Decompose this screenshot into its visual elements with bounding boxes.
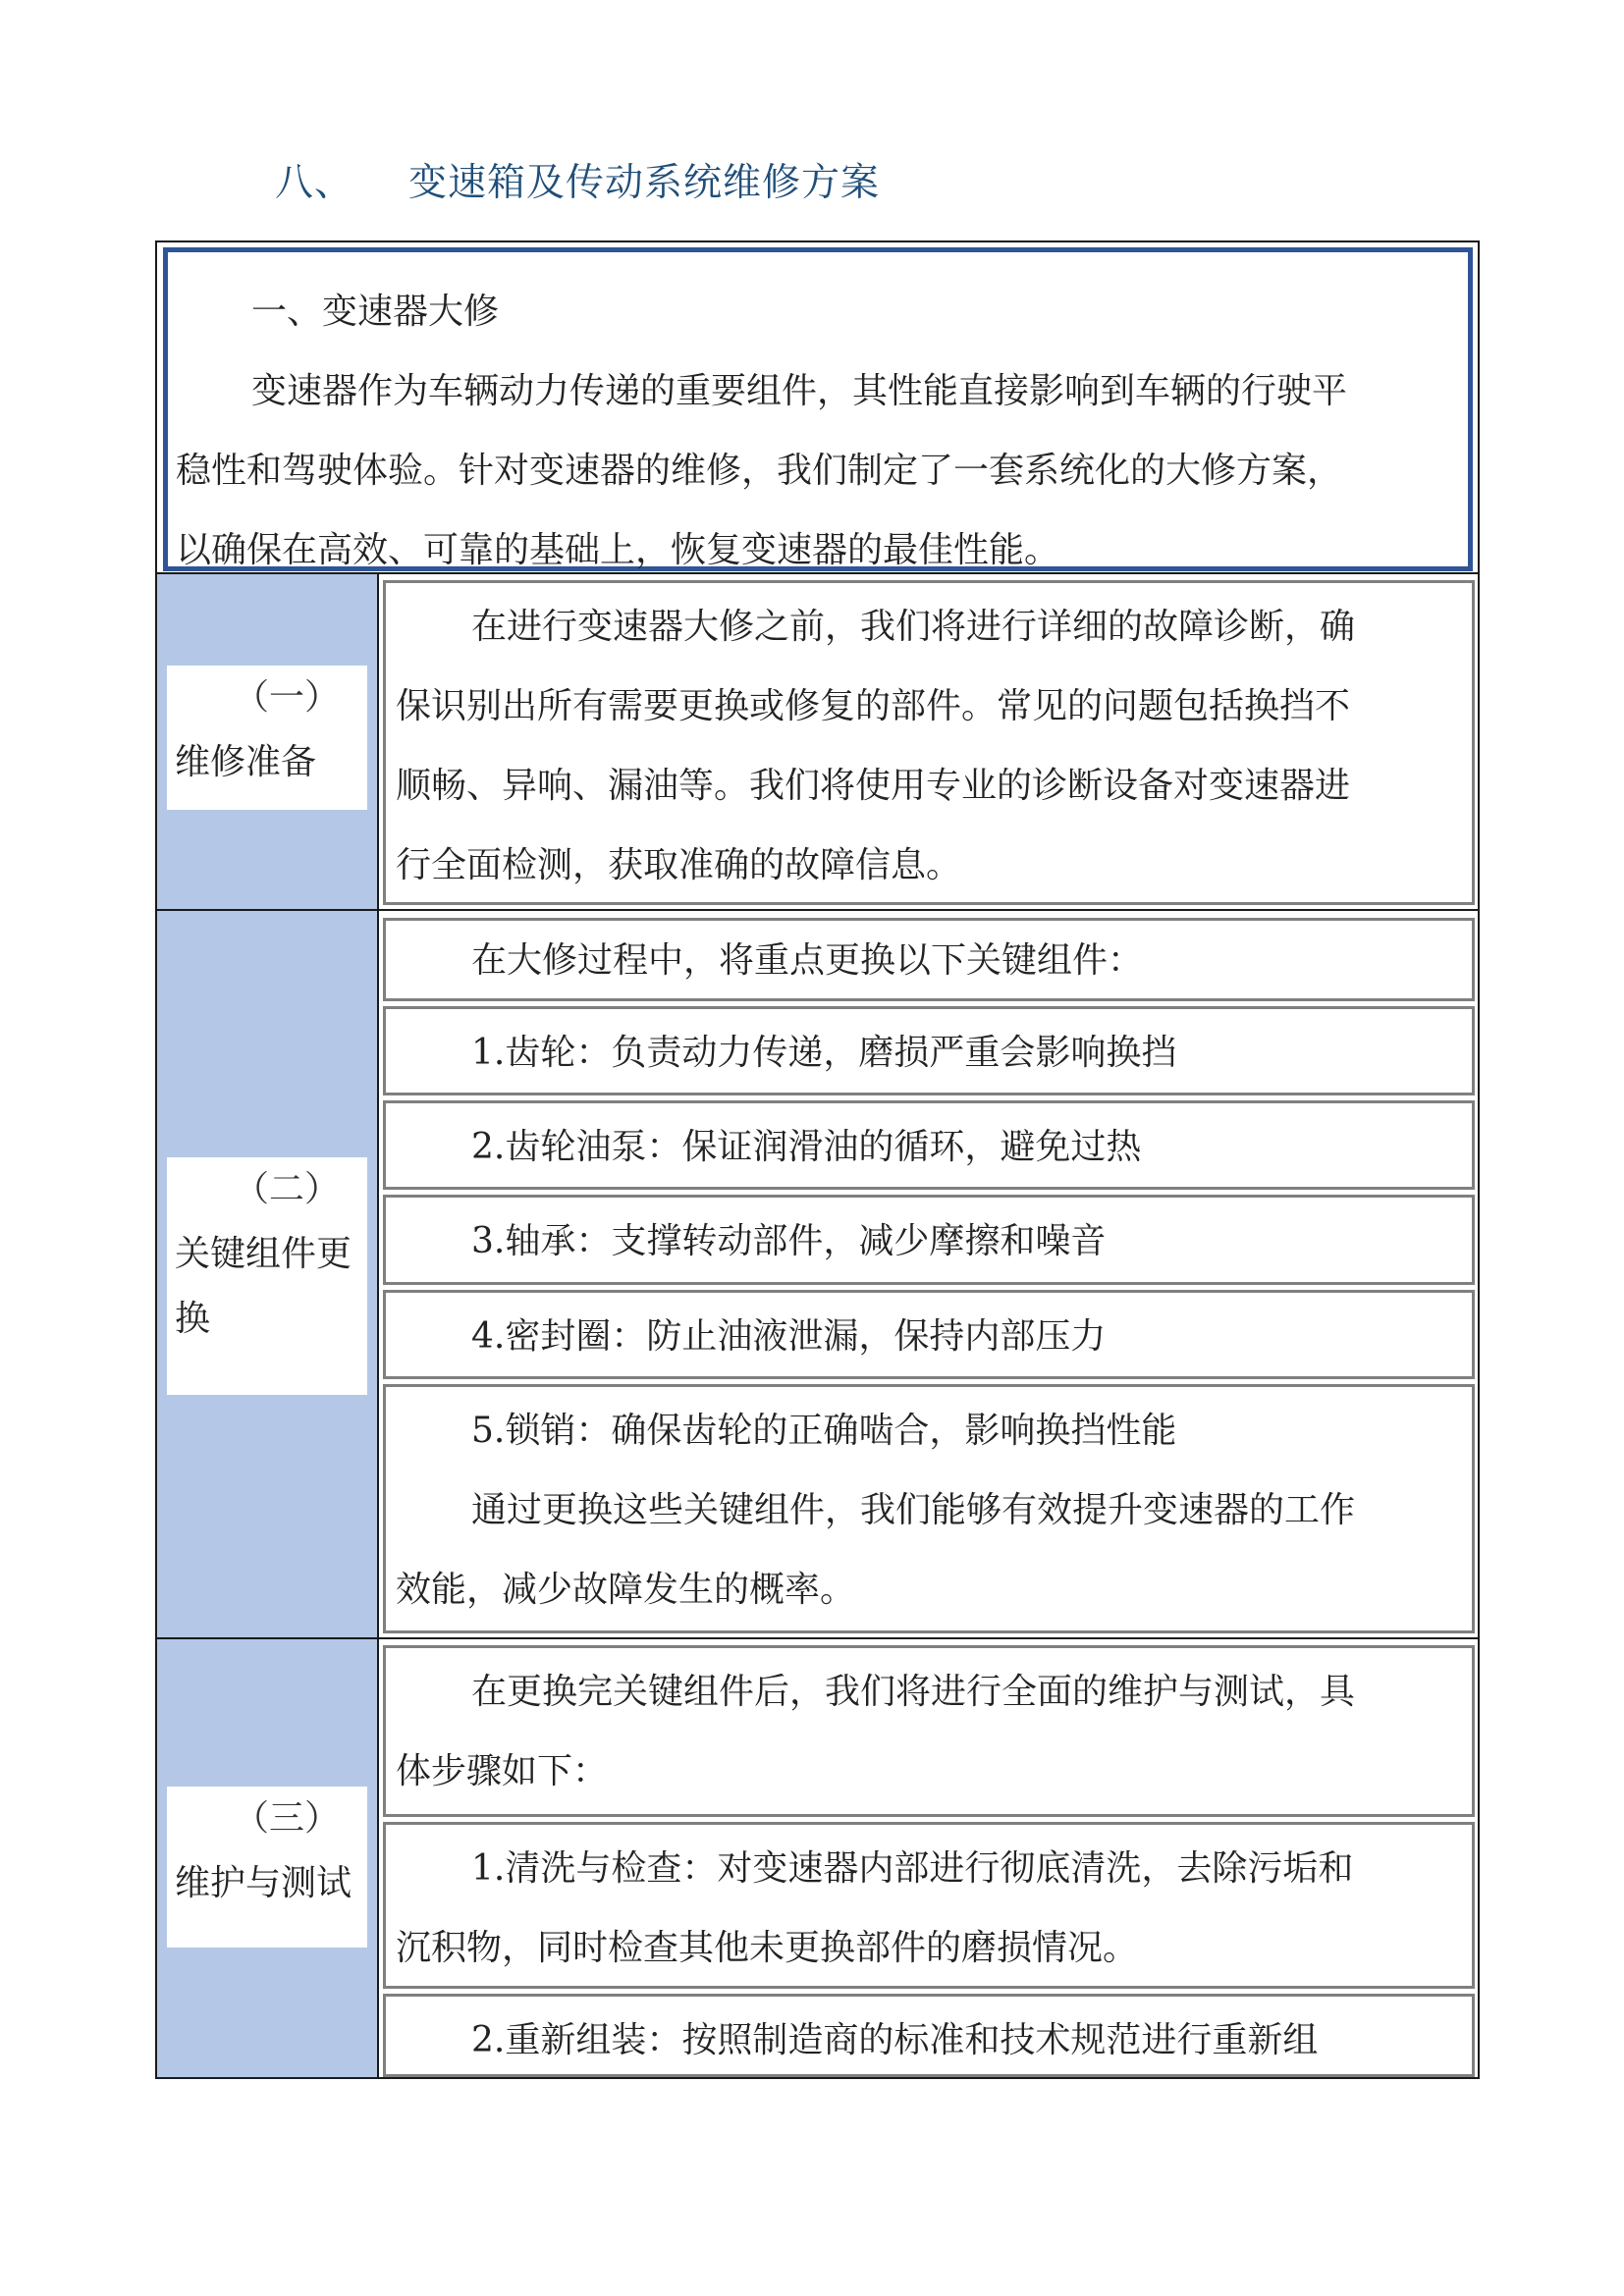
section-number: （三）	[233, 1798, 340, 1839]
section-label-3	[167, 1787, 367, 1948]
section-label-text: 换	[175, 1299, 211, 1339]
section-label-1	[167, 666, 367, 810]
component-item	[383, 1100, 1475, 1190]
intro-subtitle: 一、变速器大修	[251, 292, 500, 332]
content-line: 顺畅、异响、漏油等。我们将使用专业的诊断设备对变速器进	[396, 766, 1351, 806]
section-heading	[275, 152, 880, 207]
content-line: 2.重新组装：按照制造商的标准和技术规范进行重新组	[471, 2020, 1319, 2060]
label-column-1	[157, 574, 377, 909]
label-column-2	[157, 911, 377, 1637]
label-column-3	[157, 1639, 377, 2077]
intro-box	[163, 247, 1473, 571]
heading-title: 变速箱及传动系统维修方案	[408, 161, 881, 205]
content-cell-1	[383, 580, 1475, 905]
component-item	[383, 1384, 1475, 1633]
content-line: 在进行变速器大修之前，我们将进行详细的故障诊断，确	[471, 607, 1356, 647]
content-line: 在更换完关键组件后，我们将进行全面的维护与测试，具	[471, 1672, 1356, 1712]
intro-paragraph-line: 以确保在高效、可靠的基础上，恢复变速器的最佳性能。	[176, 530, 1060, 570]
content-line: 效能，减少故障发生的概率。	[396, 1570, 856, 1610]
heading-number: 八、	[275, 161, 354, 205]
content-cell-3-intro	[383, 1645, 1475, 1817]
content-line: 1.清洗与检查：对变速器内部进行彻底清洗，去除污垢和	[471, 1848, 1354, 1889]
section-number: （一）	[233, 677, 340, 718]
content-line: 保识别出所有需要更换或修复的部件。常见的问题包括换挡不	[396, 686, 1351, 726]
content-line: 1.齿轮：负责动力传递，磨损严重会影响换挡	[471, 1033, 1177, 1073]
test-step	[383, 1994, 1475, 2077]
content-cell-2-intro	[383, 918, 1475, 1001]
content-line: 在大修过程中，将重点更换以下关键组件：	[471, 940, 1144, 981]
content-line: 沉积物，同时检查其他未更换部件的磨损情况。	[396, 1928, 1139, 1968]
intro-paragraph-line: 稳性和驾驶体验。针对变速器的维修，我们制定了一套系统化的大修方案，	[176, 451, 1343, 491]
intro-paragraph-line: 变速器作为车辆动力传递的重要组件，其性能直接影响到车辆的行驶平	[251, 371, 1348, 411]
component-item	[383, 1290, 1475, 1379]
test-step	[383, 1822, 1475, 1989]
component-item	[383, 1195, 1475, 1285]
content-line: 通过更换这些关键组件，我们能够有效提升变速器的工作	[471, 1490, 1356, 1530]
section-label-2	[167, 1157, 367, 1395]
column-divider	[377, 572, 379, 2079]
content-line: 体步骤如下：	[396, 1751, 609, 1791]
content-line: 4.密封圈：防止油液泄漏，保持内部压力	[471, 1316, 1107, 1357]
component-item	[383, 1006, 1475, 1095]
section-label-text: 维护与测试	[175, 1863, 352, 1903]
section-label-text: 关键组件更	[175, 1234, 352, 1274]
content-line: 5.锁销：确保齿轮的正确啮合，影响换挡性能	[471, 1411, 1177, 1451]
content-line: 2.齿轮油泵：保证润滑油的循环，避免过热	[471, 1127, 1142, 1167]
content-line: 3.轴承：支撑转动部件，减少摩擦和噪音	[471, 1221, 1107, 1261]
content-line: 行全面检测，获取准确的故障信息。	[396, 845, 962, 885]
section-label-text: 维修准备	[175, 742, 317, 782]
section-number: （二）	[233, 1169, 340, 1209]
